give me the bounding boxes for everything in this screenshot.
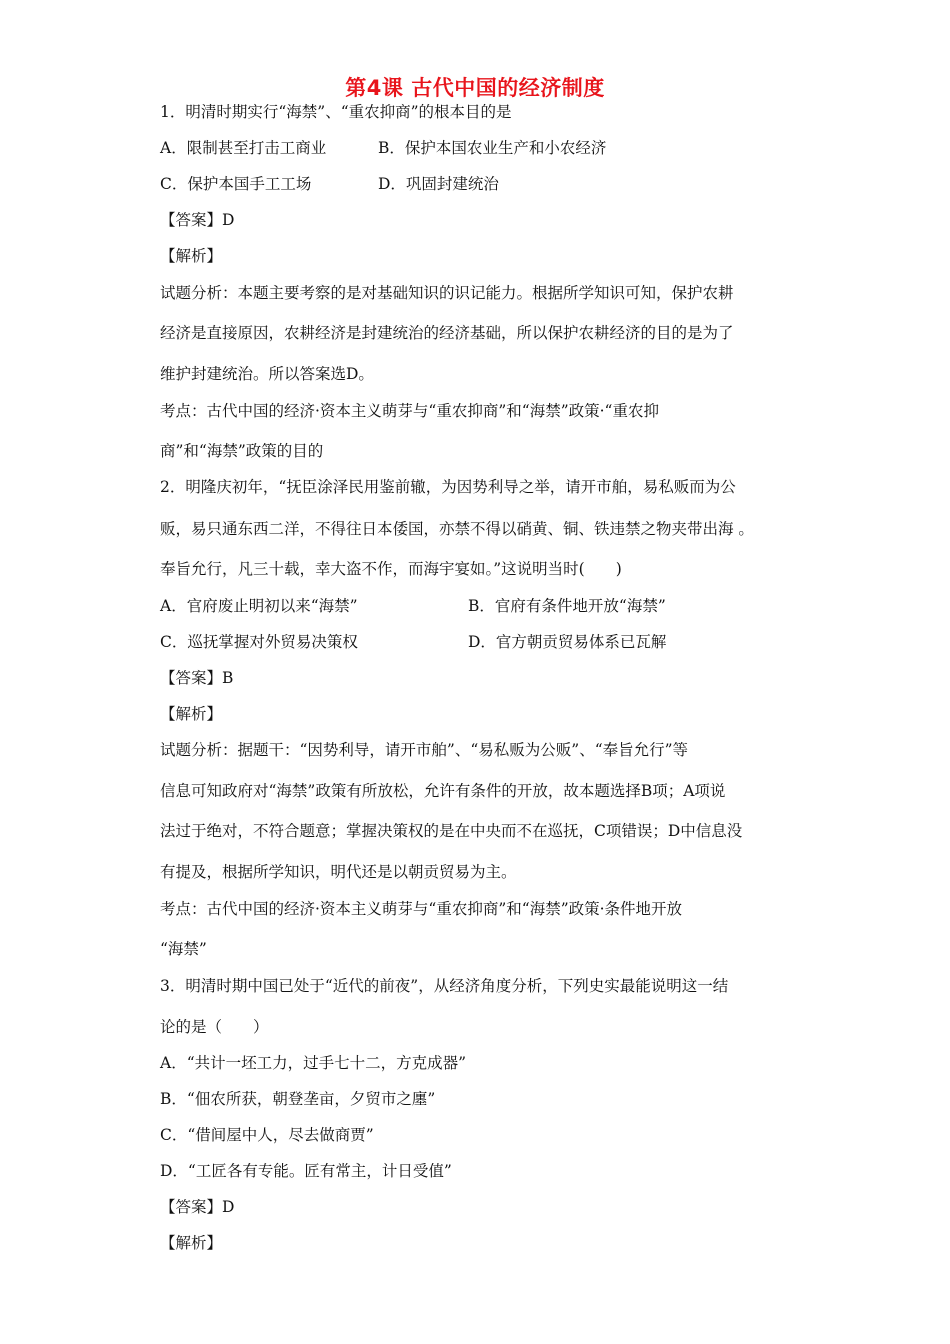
- q3-option-a: A．“共计一坯工力，过手七十二，方克成器”: [160, 1054, 467, 1072]
- q3-stem-line-2: 论的是（ ）: [160, 1018, 269, 1036]
- q1-answer: 【答案】D: [160, 211, 235, 229]
- q2-explanation-line-1: 试题分析：据题干：“因势利导，请开市舶”、“易私贩为公贩”、“奉旨允行”等: [160, 741, 689, 759]
- q2-explanation-line-2: 信息可知政府对“海禁”政策有所放松，允许有条件的开放，故本题选择B项；A项说: [160, 782, 726, 800]
- q2-explanation-line-3: 法过于绝对，不符合题意；掌握决策权的是在中央而不在巡抚，C项错误；D中信息没: [160, 822, 743, 840]
- q3-option-b: B．“佃农所获，朝登垄亩，夕贸市之廛”: [160, 1090, 436, 1108]
- q2-option-a: A．官府废止明初以来“海禁”: [160, 597, 358, 615]
- q2-analysis-heading: 【解析】: [160, 705, 223, 723]
- q3-option-c: C．“借间屋中人，尽去做商贾”: [160, 1126, 374, 1144]
- q3-analysis-heading: 【解析】: [160, 1234, 223, 1252]
- q1-explanation-line-2: 经济是直接原因，农耕经济是封建统治的经济基础，所以保护农耕经济的目的是为了: [160, 324, 734, 342]
- q2-stem-line-2: 贩，易只通东西二洋，不得往日本倭国，亦禁不得以硝黄、铜、铁违禁之物夹带出海 。: [160, 520, 754, 538]
- q2-explanation-line-4: 有提及，根据所学知识，明代还是以朝贡贸易为主。: [160, 863, 517, 881]
- q1-explanation-line-3: 维护封建统治。所以答案选D。: [160, 365, 374, 383]
- q1-option-d: D．巩固封建统治: [378, 175, 499, 193]
- q3-stem-line-1: 3．明清时期中国已处于“近代的前夜”，从经济角度分析，下列史实最能说明这一结: [160, 977, 729, 995]
- lesson-title: 第4课 古代中国的经济制度: [345, 76, 605, 100]
- q2-knowledge-point-line-1: 考点：古代中国的经济·资本主义萌芽与“重农抑商”和“海禁”政策·条件地开放: [160, 900, 683, 918]
- q2-option-d: D．官方朝贡贸易体系已瓦解: [468, 633, 667, 651]
- q1-stem: 1．明清时期实行“海禁”、“重农抑商”的根本目的是: [160, 103, 512, 121]
- q1-knowledge-point-line-1: 考点：古代中国的经济·资本主义萌芽与“重农抑商”和“海禁”政策·“重农抑: [160, 402, 659, 420]
- q2-stem-line-3: 奉旨允行，凡三十载，幸大盗不作，而海宇宴如。”这说明当时( ): [160, 560, 622, 578]
- q2-option-b: B．官府有条件地开放“海禁”: [468, 597, 666, 615]
- q1-explanation-line-1: 试题分析：本题主要考察的是对基础知识的识记能力。根据所学知识可知，保护农耕: [160, 284, 734, 302]
- q2-answer: 【答案】B: [160, 669, 234, 687]
- q2-option-c: C．巡抚掌握对外贸易决策权: [160, 633, 358, 651]
- q1-option-b: B．保护本国农业生产和小农经济: [378, 139, 607, 157]
- q2-stem-line-1: 2．明隆庆初年，“抚臣涂泽民用鉴前辙，为因势利导之举，请开市舶，易私贩而为公: [160, 478, 736, 496]
- q1-option-a: A．限制甚至打击工商业: [160, 139, 327, 157]
- q3-option-d: D．“工匠各有专能。匠有常主，计日受值”: [160, 1162, 452, 1180]
- q1-option-c: C．保护本国手工工场: [160, 175, 312, 193]
- q1-analysis-heading: 【解析】: [160, 247, 223, 265]
- q3-answer: 【答案】D: [160, 1198, 235, 1216]
- q1-knowledge-point-line-2: 商”和“海禁”政策的目的: [160, 442, 324, 460]
- q2-knowledge-point-line-2: “海禁”: [160, 940, 207, 958]
